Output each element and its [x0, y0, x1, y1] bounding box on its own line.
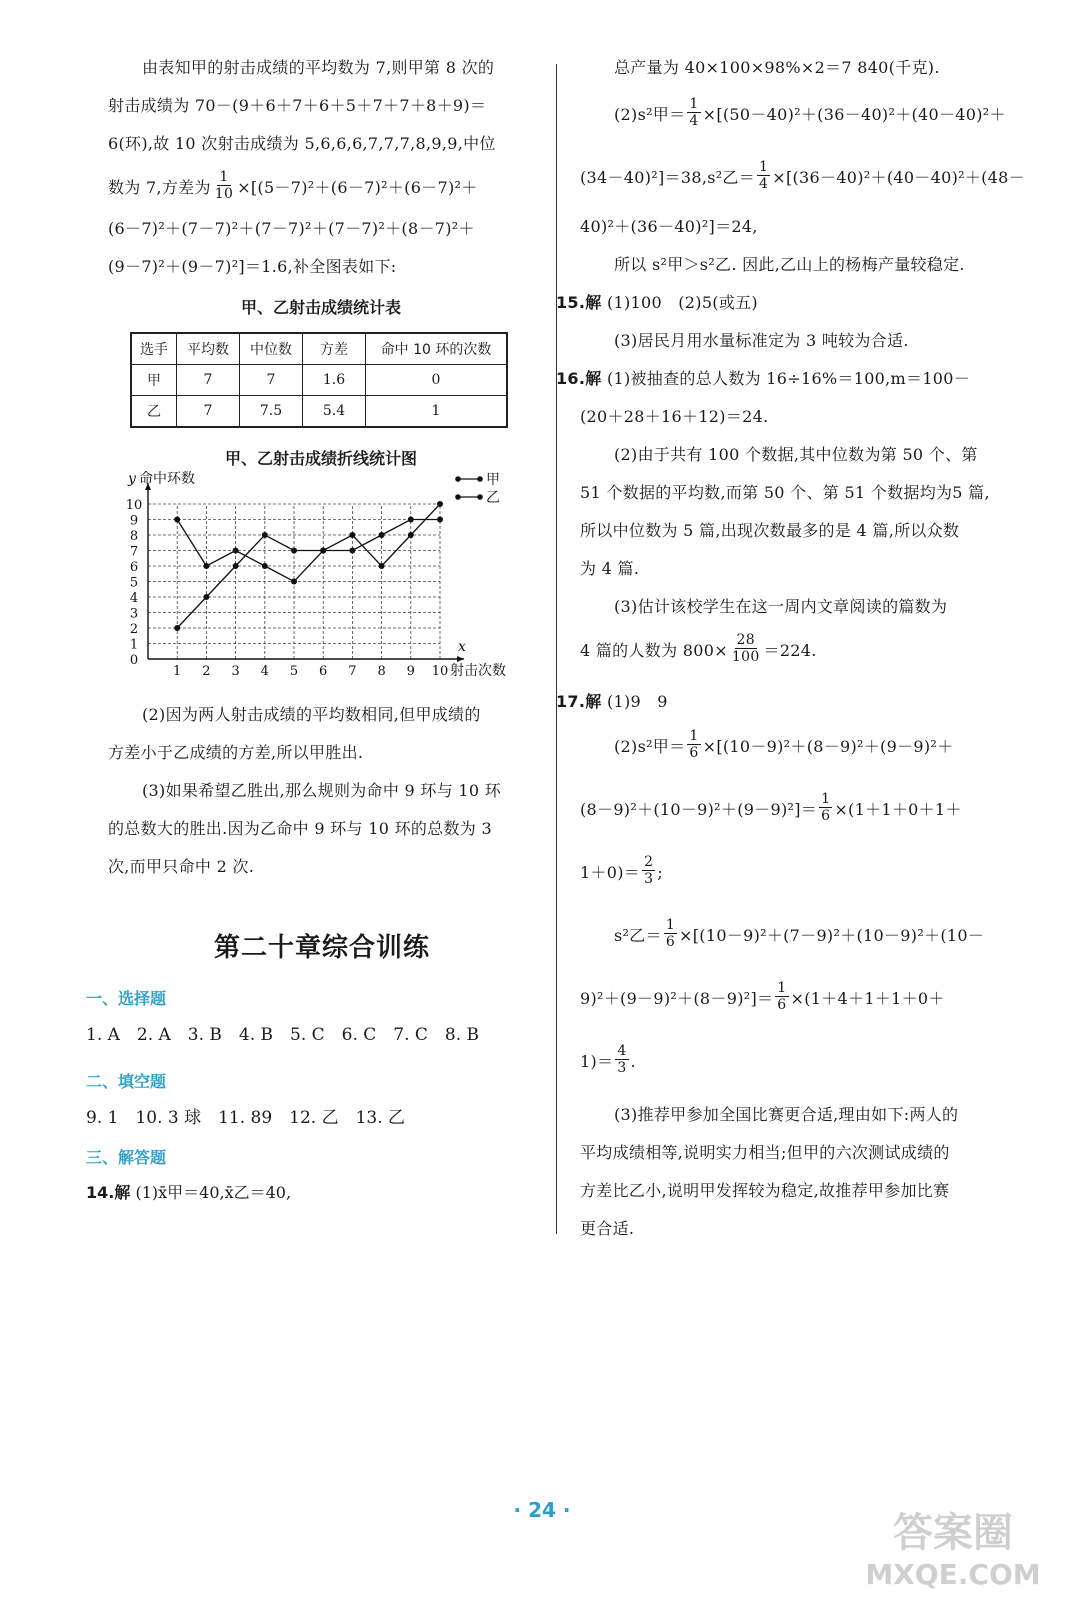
legend-marker — [455, 494, 461, 500]
y-tick-label: 10 — [125, 498, 143, 513]
table-cell: 0 — [366, 365, 508, 396]
data-point — [291, 548, 297, 554]
data-point — [349, 532, 355, 538]
table-cell: 7.5 — [240, 396, 303, 428]
fraction — [757, 159, 770, 192]
text: ×[(36－40)²＋(40－40)²＋(48－ — [772, 168, 1025, 187]
text-line: (3)如果希望乙胜出,那么规则为命中 9 环与 10 环 — [142, 781, 502, 800]
fraction — [664, 917, 677, 950]
x-tick-label: 6 — [319, 664, 328, 679]
text-line — [556, 692, 1020, 711]
x-tick-label: 2 — [202, 664, 211, 679]
text: (2)s²甲＝ — [614, 105, 686, 124]
text-line — [580, 96, 1020, 132]
x-tick-label: 9 — [406, 664, 415, 679]
text: 4 篇的人数为 800× — [580, 641, 728, 660]
y-tick-label: 9 — [129, 513, 139, 529]
text: ×(1＋4＋1＋1＋0＋ — [790, 989, 945, 1008]
numerator: 4 — [617, 1043, 627, 1059]
denominator: 4 — [689, 113, 699, 129]
text-line: (2)由于共有 100 个数据,其中位数为第 50 个、第 — [614, 445, 978, 464]
x-tick-label: 5 — [289, 664, 299, 679]
chapter-title: 第二十章综合训练 — [214, 933, 431, 963]
data-point — [437, 501, 443, 507]
text-line: 40)²＋(36－40)²]＝24, — [580, 217, 758, 236]
table-title: 甲、乙射击成绩统计表 — [240, 298, 401, 317]
data-point — [203, 563, 209, 569]
text-line: 所以 s²甲＞s²乙. 因此,乙山上的杨梅产量较稳定. — [614, 255, 965, 274]
stats-table — [130, 332, 508, 428]
y-tick-label: 3 — [129, 606, 139, 622]
legend-marker — [455, 476, 461, 482]
x-axis-letter: x — [458, 639, 466, 655]
data-point — [379, 563, 385, 569]
text-line: 方差小于乙成绩的方差,所以甲胜出. — [108, 743, 364, 762]
text-line — [580, 854, 1020, 890]
table-header: 中位数 — [240, 333, 303, 365]
text-line: 为 4 篇. — [580, 559, 640, 578]
question-number: 15. — [556, 293, 586, 312]
x-tick-label: 3 — [231, 664, 240, 679]
watermark-url: MXQE.COM — [865, 1558, 1041, 1591]
data-point — [233, 548, 239, 554]
table-row — [131, 396, 507, 428]
text: (1)x̄甲＝40,x̄乙＝40, — [130, 1183, 292, 1202]
text-line: 由表知甲的射击成绩的平均数为 7,则甲第 8 次的 — [142, 58, 495, 77]
numerator: 1 — [689, 96, 699, 112]
y-axis-letter: y — [128, 471, 136, 487]
text-line — [580, 980, 1020, 1016]
denominator: 6 — [821, 808, 831, 824]
table-header: 平均数 — [177, 333, 240, 365]
y-tick-label: 8 — [129, 529, 139, 544]
text-line — [580, 159, 1025, 195]
left-column — [108, 58, 534, 895]
text-line: (9－7)²＋(9－7)²]＝1.6,补全图表如下: — [108, 257, 397, 276]
text: ; — [657, 863, 664, 882]
text-line — [580, 632, 1020, 668]
denominator: 3 — [617, 1060, 627, 1076]
text: ×[(10－9)²＋(8－9)²＋(9－9)²＋ — [702, 737, 954, 756]
jie-label: 解 — [585, 293, 602, 312]
jie-label: 解 — [114, 1183, 131, 1202]
text: (34－40)²]＝38,s²乙＝ — [580, 168, 756, 187]
legend-marker — [477, 494, 483, 500]
text-line — [580, 917, 1020, 953]
question-number: 14. — [86, 1183, 115, 1202]
text-line: (3)估计该校学生在这一周内文章阅读的篇数为 — [614, 597, 948, 616]
x-axis-arrow — [457, 656, 464, 662]
section-heading: 三、解答题 — [86, 1148, 167, 1167]
denominator: 6 — [777, 997, 787, 1013]
x-tick-label: 8 — [377, 664, 386, 679]
text: (1)100 (2)5(或五) — [601, 293, 758, 312]
y-axis-label: 命中环数 — [139, 471, 195, 487]
text: ＝224. — [763, 641, 817, 660]
fraction — [775, 980, 788, 1013]
numerator: 1 — [759, 159, 769, 175]
text: ×[(5－7)²＋(6－7)²＋(6－7)²＋ — [237, 178, 478, 197]
data-point — [174, 625, 180, 631]
text-line: 总产量为 40×100×98%×2＝7 840(千克). — [614, 58, 940, 77]
data-point — [379, 532, 385, 538]
text-line — [556, 369, 1020, 388]
jie-label: 解 — [585, 369, 602, 388]
x-tick-label: 7 — [348, 664, 357, 679]
text-line — [580, 1043, 1020, 1079]
denominator: 4 — [759, 176, 769, 192]
data-point — [233, 563, 239, 569]
legend-marker — [477, 476, 483, 482]
fill-answers: 9. 1 10. 3 球 11. 89 12. 乙 13. 乙 — [86, 1108, 406, 1128]
fraction — [642, 854, 655, 887]
text-line: (3)推荐甲参加全国比赛更合适,理由如下:两人的 — [614, 1105, 959, 1124]
table-cell: 1.6 — [303, 365, 366, 396]
fraction — [730, 632, 762, 665]
data-point — [408, 532, 414, 538]
choice-answers: 1. A 2. A 3. B 4. B 5. C 6. C 7. C 8. B — [86, 1025, 480, 1045]
numerator: 1 — [219, 169, 229, 185]
fraction — [687, 96, 700, 129]
fraction — [819, 791, 832, 824]
text: (1)被抽查的总人数为 16÷16%＝100,m＝100－ — [601, 369, 971, 388]
y-tick-label: 5 — [129, 575, 139, 591]
text: s²乙＝ — [614, 926, 662, 945]
table-cell: 7 — [177, 365, 240, 396]
denominator: 6 — [689, 745, 699, 761]
text: 1)＝ — [580, 1052, 614, 1071]
text: 1＋0)＝ — [580, 863, 641, 882]
text-line: (2)因为两人射击成绩的平均数相同,但甲成绩的 — [142, 705, 481, 724]
y-tick-label: 4 — [129, 591, 139, 606]
text-line: 更合适. — [580, 1219, 635, 1238]
denominator: 10 — [214, 186, 234, 202]
x-axis-label: 射击次数 — [450, 663, 506, 679]
page-number: · 24 · — [513, 1498, 571, 1522]
y-tick-label: 2 — [129, 622, 139, 637]
legend-label: 乙 — [486, 490, 500, 506]
numerator: 1 — [777, 980, 787, 996]
table-row — [131, 365, 507, 396]
data-point — [291, 579, 297, 585]
line-chart — [108, 471, 534, 689]
fraction — [213, 169, 235, 202]
table-header: 方差 — [303, 333, 366, 365]
right-column — [556, 58, 1025, 1257]
section-heading: 一、选择题 — [86, 989, 167, 1008]
table-cell: 7 — [240, 365, 303, 396]
table-cell: 5.4 — [303, 396, 366, 428]
chart-title: 甲、乙射击成绩折线统计图 — [224, 449, 417, 468]
jie-label: 解 — [585, 692, 602, 711]
data-point — [320, 548, 326, 554]
text: (8－9)²＋(10－9)²＋(9－9)²]＝ — [580, 800, 818, 819]
text: (1)9 9 — [601, 692, 668, 711]
table-header: 命中 10 环的次数 — [366, 333, 508, 365]
denominator: 6 — [665, 934, 676, 950]
data-point — [174, 517, 180, 523]
denominator: 3 — [644, 871, 654, 887]
text: ×[(50－40)²＋(36－40)²＋(40－40)²＋ — [702, 105, 1006, 124]
data-point — [262, 532, 268, 538]
text-line: (20＋28＋16＋12)＝24. — [580, 407, 769, 426]
numerator: 1 — [665, 917, 676, 933]
table-cell: 乙 — [131, 396, 177, 428]
numerator: 1 — [821, 791, 831, 807]
q14-line — [86, 1180, 291, 1203]
watermark-text: 答案圈 — [893, 1510, 1013, 1556]
table-cell: 甲 — [131, 365, 177, 396]
text: . — [630, 1052, 636, 1071]
data-point — [203, 594, 209, 600]
text-line — [580, 728, 1020, 764]
y-tick-label: 6 — [129, 560, 139, 575]
text-line: 方差比乙小,说明甲发挥较为稳定,故推荐甲参加比赛 — [580, 1181, 950, 1200]
text-line: (6－7)²＋(7－7)²＋(7－7)²＋(7－7)²＋(8－7)²＋ — [108, 219, 475, 238]
origin-label: 0 — [129, 653, 139, 668]
numerator: 1 — [689, 728, 699, 744]
data-point — [262, 563, 268, 569]
y-tick-label: 7 — [129, 544, 139, 560]
numerator: 2 — [644, 854, 654, 870]
data-point — [437, 517, 443, 523]
question-number: 16. — [556, 369, 586, 388]
text-line: 次,而甲只命中 2 次. — [108, 857, 255, 876]
section-heading: 二、填空题 — [86, 1072, 167, 1091]
question-number: 17. — [556, 692, 586, 711]
text: 9)²＋(9－9)²＋(8－9)²]＝ — [580, 989, 774, 1008]
x-tick-label: 1 — [173, 664, 182, 679]
data-point — [349, 548, 355, 554]
denominator: 100 — [731, 649, 760, 665]
text: 数为 7,方差为 — [108, 178, 211, 197]
text-line: 所以中位数为 5 篇,出现次数最多的是 4 篇,所以众数 — [580, 521, 960, 540]
text: ×[(10－9)²＋(7－9)²＋(10－9)²＋(10－ — [679, 926, 985, 945]
text-line: (3)居民月用水量标准定为 3 吨较为合适. — [614, 331, 909, 350]
y-tick-label: 1 — [129, 637, 139, 653]
fraction — [615, 1043, 628, 1076]
text: (2)s²甲＝ — [614, 737, 686, 756]
table-cell: 7 — [177, 396, 240, 428]
x-tick-label: 4 — [260, 664, 269, 679]
text-line — [556, 293, 1020, 312]
text-line: 平均成绩相等,说明实力相当;但甲的六次测试成绩的 — [580, 1143, 950, 1162]
table-header: 选手 — [131, 333, 177, 365]
text-line: 射击成绩为 70－(9＋6＋7＋6＋5＋7＋7＋8＋9)＝ — [108, 96, 487, 115]
table-cell: 1 — [366, 396, 508, 428]
text: ×(1＋1＋0＋1＋ — [834, 800, 962, 819]
text-line: 6(环),故 10 次射击成绩为 5,6,6,6,7,7,7,8,9,9,中位 — [108, 134, 496, 153]
watermark-logo — [838, 1500, 1068, 1592]
text-line — [580, 791, 1020, 827]
fraction — [687, 728, 700, 761]
numerator: 28 — [736, 632, 755, 648]
data-point — [408, 517, 414, 523]
x-tick-label: 10 — [431, 664, 449, 679]
text-line — [108, 169, 534, 205]
table-header-row — [131, 333, 507, 365]
column-divider — [556, 64, 557, 1234]
legend-label: 甲 — [486, 472, 500, 488]
text-line: 的总数大的胜出.因为乙命中 9 环与 10 环的总数为 3 — [108, 819, 492, 838]
text-line: 51 个数据的平均数,而第 50 个、第 51 个数据均为5 篇, — [580, 483, 990, 502]
